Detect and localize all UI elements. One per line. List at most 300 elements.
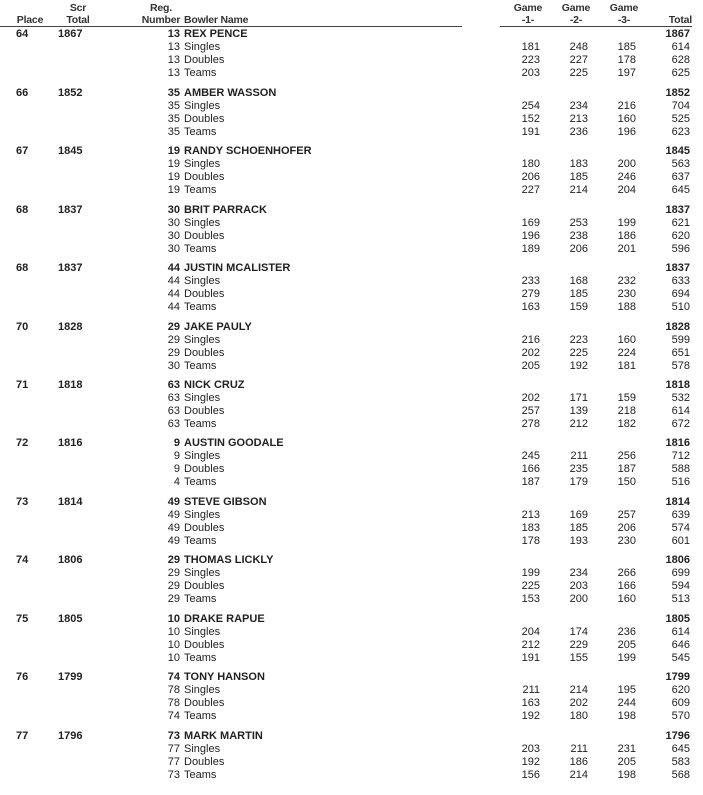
game-2-score: 225 — [569, 347, 588, 359]
event-total: 568 — [671, 769, 690, 781]
header-reg-line1: Reg. — [150, 2, 172, 14]
event-reg-number: 77 — [167, 743, 180, 755]
event-total: 596 — [671, 243, 690, 255]
game-1-score: 153 — [521, 593, 540, 605]
event-reg-number: 4 — [173, 476, 180, 488]
game-1-score: 213 — [521, 509, 540, 521]
event-name: Teams — [184, 301, 217, 313]
bowler-group — [0, 262, 703, 314]
reg-number: 35 — [167, 87, 180, 99]
scratch-total: 1852 — [58, 87, 83, 99]
event-name: Singles — [184, 100, 221, 112]
event-total: 699 — [671, 567, 690, 579]
event-reg-number: 10 — [167, 626, 180, 638]
scratch-total: 1806 — [58, 554, 83, 566]
event-total: 578 — [671, 360, 690, 372]
game-1-score: 202 — [521, 347, 540, 359]
game-3-score: 160 — [617, 113, 636, 125]
reg-number: 49 — [167, 496, 180, 508]
event-reg-number: 35 — [167, 113, 180, 125]
place: 70 — [16, 321, 29, 333]
event-reg-number: 30 — [167, 360, 180, 372]
header-total: Total — [668, 14, 692, 26]
game-3-score: 230 — [617, 535, 636, 547]
game-2-score: 171 — [569, 392, 588, 404]
place: 68 — [16, 262, 29, 274]
event-name: Singles — [184, 626, 221, 638]
game-2-score: 185 — [569, 171, 588, 183]
game-1-score: 203 — [521, 743, 540, 755]
event-reg-number: 29 — [167, 347, 180, 359]
bowler-name: MARK MARTIN — [184, 730, 263, 742]
scratch-total: 1814 — [58, 496, 83, 508]
scratch-total: 1828 — [58, 321, 83, 333]
game-2-score: 202 — [569, 697, 588, 709]
bowler-group — [0, 730, 703, 782]
event-name: Doubles — [184, 113, 225, 125]
event-total: 588 — [671, 463, 690, 475]
event-reg-number: 10 — [167, 652, 180, 664]
game-2-score: 248 — [569, 41, 588, 53]
event-total: 601 — [671, 535, 690, 547]
bowler-name: STEVE GIBSON — [184, 496, 267, 508]
event-reg-number: 29 — [167, 593, 180, 605]
header-game2-line2: -2- — [569, 14, 583, 26]
header-game3-line2: -3- — [617, 14, 631, 26]
bowler-name: REX PENCE — [184, 28, 248, 40]
event-reg-number: 35 — [167, 100, 180, 112]
event-name: Doubles — [184, 54, 225, 66]
bowler-name: AMBER WASSON — [184, 87, 277, 99]
bowler-name: RANDY SCHOENHOFER — [184, 145, 312, 157]
place: 74 — [16, 554, 29, 566]
event-name: Teams — [184, 769, 217, 781]
game-1-score: 196 — [521, 230, 540, 242]
event-reg-number: 19 — [167, 184, 180, 196]
event-total: 599 — [671, 334, 690, 346]
place: 66 — [16, 87, 29, 99]
bowler-group — [0, 437, 703, 489]
game-3-score: 196 — [617, 126, 636, 138]
game-1-score: 212 — [521, 639, 540, 651]
reg-number: 30 — [167, 204, 180, 216]
event-reg-number: 13 — [167, 54, 180, 66]
event-name: Doubles — [184, 171, 225, 183]
header-place: Place — [16, 14, 44, 26]
game-2-score: 193 — [569, 535, 588, 547]
event-total: 620 — [671, 684, 690, 696]
bowler-group — [0, 379, 703, 431]
reg-number: 13 — [167, 28, 180, 40]
game-2-score: 214 — [569, 184, 588, 196]
event-total: 694 — [671, 288, 690, 300]
game-1-score: 163 — [521, 697, 540, 709]
game-1-score: 216 — [521, 334, 540, 346]
event-total: 620 — [671, 230, 690, 242]
scratch-total: 1867 — [58, 28, 83, 40]
game-1-score: 199 — [521, 567, 540, 579]
header-scr-line1: Scr — [69, 2, 87, 14]
event-total: 646 — [671, 639, 690, 651]
game-1-score: 206 — [521, 171, 540, 183]
game-3-score: 231 — [617, 743, 636, 755]
event-total: 704 — [671, 100, 690, 112]
event-reg-number: 9 — [173, 463, 180, 475]
header-scr-line2: Total — [66, 14, 90, 26]
game-3-score: 160 — [617, 593, 636, 605]
game-1-score: 202 — [521, 392, 540, 404]
scratch-total: 1799 — [58, 671, 83, 683]
event-reg-number: 44 — [167, 301, 180, 313]
scratch-total: 1837 — [58, 262, 83, 274]
event-reg-number: 19 — [167, 171, 180, 183]
bowler-total: 1837 — [665, 262, 690, 274]
game-2-score: 234 — [569, 567, 588, 579]
event-total: 633 — [671, 275, 690, 287]
event-name: Singles — [184, 743, 221, 755]
place: 71 — [16, 379, 29, 391]
header-rule-right — [500, 26, 692, 27]
event-total: 574 — [671, 522, 690, 534]
event-total: 583 — [671, 756, 690, 768]
game-2-score: 236 — [569, 126, 588, 138]
reg-number: 63 — [167, 379, 180, 391]
event-reg-number: 29 — [167, 334, 180, 346]
game-1-score: 178 — [521, 535, 540, 547]
bowler-name: BRIT PARRACK — [184, 204, 267, 216]
game-2-score: 168 — [569, 275, 588, 287]
game-3-score: 224 — [617, 347, 636, 359]
bowler-total: 1796 — [665, 730, 690, 742]
game-1-score: 187 — [521, 476, 540, 488]
game-2-score: 227 — [569, 54, 588, 66]
game-1-score: 169 — [521, 217, 540, 229]
game-2-score: 206 — [569, 243, 588, 255]
game-2-score: 223 — [569, 334, 588, 346]
game-1-score: 278 — [521, 418, 540, 430]
reg-number: 29 — [167, 554, 180, 566]
bowler-total: 1805 — [665, 613, 690, 625]
event-total: 609 — [671, 697, 690, 709]
game-3-score: 232 — [617, 275, 636, 287]
event-reg-number: 29 — [167, 567, 180, 579]
game-3-score: 197 — [617, 67, 636, 79]
game-3-score: 216 — [617, 100, 636, 112]
game-3-score: 236 — [617, 626, 636, 638]
game-3-score: 199 — [617, 652, 636, 664]
header-bowler-name: Bowler Name — [184, 14, 249, 26]
game-1-score: 204 — [521, 626, 540, 638]
game-2-score: 200 — [569, 593, 588, 605]
event-name: Teams — [184, 710, 217, 722]
bowler-group — [0, 87, 703, 139]
event-reg-number: 10 — [167, 639, 180, 651]
game-3-score: 178 — [617, 54, 636, 66]
game-2-score: 159 — [569, 301, 588, 313]
bowler-group — [0, 554, 703, 606]
reg-number: 73 — [167, 730, 180, 742]
game-2-score: 192 — [569, 360, 588, 372]
scratch-total: 1805 — [58, 613, 83, 625]
event-reg-number: 13 — [167, 41, 180, 53]
game-1-score: 279 — [521, 288, 540, 300]
event-name: Teams — [184, 652, 217, 664]
game-1-score: 192 — [521, 710, 540, 722]
bowler-total: 1852 — [665, 87, 690, 99]
event-total: 570 — [671, 710, 690, 722]
event-name: Doubles — [184, 230, 225, 242]
bowler-name: AUSTIN GOODALE — [184, 437, 284, 449]
event-total: 623 — [671, 126, 690, 138]
game-3-score: 186 — [617, 230, 636, 242]
game-1-score: 180 — [521, 158, 540, 170]
game-2-score: 211 — [570, 743, 588, 755]
reg-number: 44 — [167, 262, 180, 274]
game-3-score: 257 — [617, 509, 636, 521]
event-name: Teams — [184, 67, 217, 79]
event-total: 545 — [671, 652, 690, 664]
place: 73 — [16, 496, 29, 508]
game-3-score: 205 — [617, 639, 636, 651]
event-reg-number: 63 — [167, 405, 180, 417]
game-1-score: 189 — [521, 243, 540, 255]
event-total: 532 — [671, 392, 690, 404]
event-total: 645 — [671, 184, 690, 196]
event-reg-number: 63 — [167, 418, 180, 430]
event-total: 637 — [671, 171, 690, 183]
bowler-name: JAKE PAULY — [184, 321, 252, 333]
event-total: 625 — [671, 67, 690, 79]
game-2-score: 211 — [570, 450, 588, 462]
event-reg-number: 30 — [167, 217, 180, 229]
reg-number: 74 — [167, 671, 180, 683]
game-1-score: 227 — [521, 184, 540, 196]
game-2-score: 225 — [569, 67, 588, 79]
game-2-score: 214 — [569, 769, 588, 781]
game-1-score: 223 — [521, 54, 540, 66]
event-name: Singles — [184, 275, 221, 287]
event-reg-number: 78 — [167, 697, 180, 709]
game-2-score: 185 — [569, 522, 588, 534]
event-total: 525 — [671, 113, 690, 125]
game-3-score: 195 — [617, 684, 636, 696]
game-2-score: 234 — [569, 100, 588, 112]
game-2-score: 183 — [569, 158, 588, 170]
game-3-score: 150 — [617, 476, 636, 488]
scratch-total: 1818 — [58, 379, 83, 391]
event-name: Teams — [184, 535, 217, 547]
game-2-score: 186 — [569, 756, 588, 768]
game-2-score: 180 — [569, 710, 588, 722]
game-1-score: 205 — [521, 360, 540, 372]
event-name: Teams — [184, 418, 217, 430]
game-2-score: 174 — [569, 626, 588, 638]
game-3-score: 187 — [617, 463, 636, 475]
scratch-total: 1845 — [58, 145, 83, 157]
place: 64 — [16, 28, 29, 40]
bowler-name: DRAKE RAPUE — [184, 613, 265, 625]
bowler-group — [0, 613, 703, 665]
bowler-group — [0, 145, 703, 197]
event-reg-number: 30 — [167, 230, 180, 242]
event-name: Singles — [184, 392, 221, 404]
event-total: 594 — [671, 580, 690, 592]
place: 72 — [16, 437, 29, 449]
bowler-total: 1806 — [665, 554, 690, 566]
event-total: 645 — [671, 743, 690, 755]
game-1-score: 192 — [521, 756, 540, 768]
event-total: 639 — [671, 509, 690, 521]
game-3-score: 198 — [617, 710, 636, 722]
event-name: Teams — [184, 360, 217, 372]
game-2-score: 253 — [569, 217, 588, 229]
event-total: 672 — [671, 418, 690, 430]
game-3-score: 160 — [617, 334, 636, 346]
bowler-group — [0, 496, 703, 548]
place: 67 — [16, 145, 29, 157]
reg-number: 19 — [167, 145, 180, 157]
game-2-score: 185 — [569, 288, 588, 300]
event-reg-number: 13 — [167, 67, 180, 79]
event-name: Doubles — [184, 697, 225, 709]
reg-number: 10 — [167, 613, 180, 625]
game-2-score: 155 — [569, 652, 588, 664]
game-1-score: 245 — [521, 450, 540, 462]
event-name: Singles — [184, 450, 221, 462]
reg-number: 29 — [167, 321, 180, 333]
game-2-score: 213 — [569, 113, 588, 125]
game-3-score: 182 — [617, 418, 636, 430]
event-total: 621 — [671, 217, 690, 229]
game-1-score: 225 — [521, 580, 540, 592]
game-3-score: 206 — [617, 522, 636, 534]
event-reg-number: 30 — [167, 243, 180, 255]
event-name: Singles — [184, 567, 221, 579]
event-reg-number: 49 — [167, 509, 180, 521]
game-1-score: 181 — [521, 41, 540, 53]
event-name: Singles — [184, 158, 221, 170]
event-reg-number: 35 — [167, 126, 180, 138]
game-2-score: 229 — [569, 639, 588, 651]
game-1-score: 233 — [521, 275, 540, 287]
game-2-score: 235 — [569, 463, 588, 475]
game-2-score: 179 — [569, 476, 588, 488]
game-1-score: 166 — [521, 463, 540, 475]
event-name: Singles — [184, 41, 221, 53]
event-name: Doubles — [184, 756, 225, 768]
game-3-score: 198 — [617, 769, 636, 781]
bowler-group — [0, 321, 703, 373]
game-2-score: 203 — [569, 580, 588, 592]
bowler-group — [0, 204, 703, 256]
place: 75 — [16, 613, 29, 625]
bowler-total: 1845 — [665, 145, 690, 157]
game-1-score: 191 — [521, 652, 540, 664]
bowler-total: 1814 — [665, 496, 690, 508]
event-name: Singles — [184, 509, 221, 521]
bowler-name: THOMAS LICKLY — [184, 554, 274, 566]
event-name: Singles — [184, 217, 221, 229]
game-2-score: 169 — [569, 509, 588, 521]
event-reg-number: 44 — [167, 275, 180, 287]
bowler-total: 1828 — [665, 321, 690, 333]
game-1-score: 191 — [521, 126, 540, 138]
place: 77 — [16, 730, 29, 742]
bowler-name: JUSTIN MCALISTER — [184, 262, 291, 274]
game-3-score: 201 — [617, 243, 636, 255]
event-name: Doubles — [184, 347, 225, 359]
event-total: 651 — [671, 347, 690, 359]
game-2-score: 212 — [569, 418, 588, 430]
scratch-total: 1816 — [58, 437, 83, 449]
event-reg-number: 49 — [167, 535, 180, 547]
event-total: 614 — [671, 405, 690, 417]
scratch-total: 1837 — [58, 204, 83, 216]
event-reg-number: 63 — [167, 392, 180, 404]
event-reg-number: 74 — [167, 710, 180, 722]
event-name: Teams — [184, 476, 217, 488]
event-reg-number: 9 — [173, 450, 180, 462]
bowler-name: TONY HANSON — [184, 671, 265, 683]
game-2-score: 214 — [569, 684, 588, 696]
header-rule-left — [0, 26, 462, 27]
event-name: Doubles — [184, 639, 225, 651]
game-3-score: 181 — [617, 360, 636, 372]
event-name: Singles — [184, 684, 221, 696]
game-1-score: 257 — [521, 405, 540, 417]
event-reg-number: 44 — [167, 288, 180, 300]
event-name: Teams — [184, 593, 217, 605]
bowler-group — [0, 28, 703, 80]
header-game2-line1: Game — [561, 2, 591, 14]
game-3-score: 200 — [617, 158, 636, 170]
reg-number: 9 — [173, 437, 180, 449]
game-2-score: 139 — [569, 405, 588, 417]
game-3-score: 188 — [617, 301, 636, 313]
game-1-score: 203 — [521, 67, 540, 79]
header-game1-line1: Game — [513, 2, 543, 14]
event-reg-number: 29 — [167, 580, 180, 592]
header-reg-line2: Number — [141, 14, 181, 26]
event-total: 516 — [671, 476, 690, 488]
place: 68 — [16, 204, 29, 216]
event-name: Doubles — [184, 405, 225, 417]
event-total: 510 — [671, 301, 690, 313]
game-3-score: 199 — [617, 217, 636, 229]
game-3-score: 218 — [617, 405, 636, 417]
bowler-total: 1837 — [665, 204, 690, 216]
event-reg-number: 78 — [167, 684, 180, 696]
event-name: Doubles — [184, 580, 225, 592]
event-name: Teams — [184, 126, 217, 138]
game-1-score: 152 — [521, 113, 540, 125]
game-3-score: 159 — [617, 392, 636, 404]
event-total: 614 — [671, 41, 690, 53]
event-reg-number: 73 — [167, 769, 180, 781]
game-3-score: 166 — [617, 580, 636, 592]
bowler-name: NICK CRUZ — [184, 379, 245, 391]
bowler-total: 1816 — [665, 437, 690, 449]
game-3-score: 256 — [617, 450, 636, 462]
event-total: 712 — [671, 450, 690, 462]
game-3-score: 185 — [617, 41, 636, 53]
event-total: 614 — [671, 626, 690, 638]
event-name: Teams — [184, 184, 217, 196]
game-1-score: 183 — [521, 522, 540, 534]
game-1-score: 156 — [521, 769, 540, 781]
game-1-score: 163 — [521, 301, 540, 313]
event-name: Doubles — [184, 522, 225, 534]
